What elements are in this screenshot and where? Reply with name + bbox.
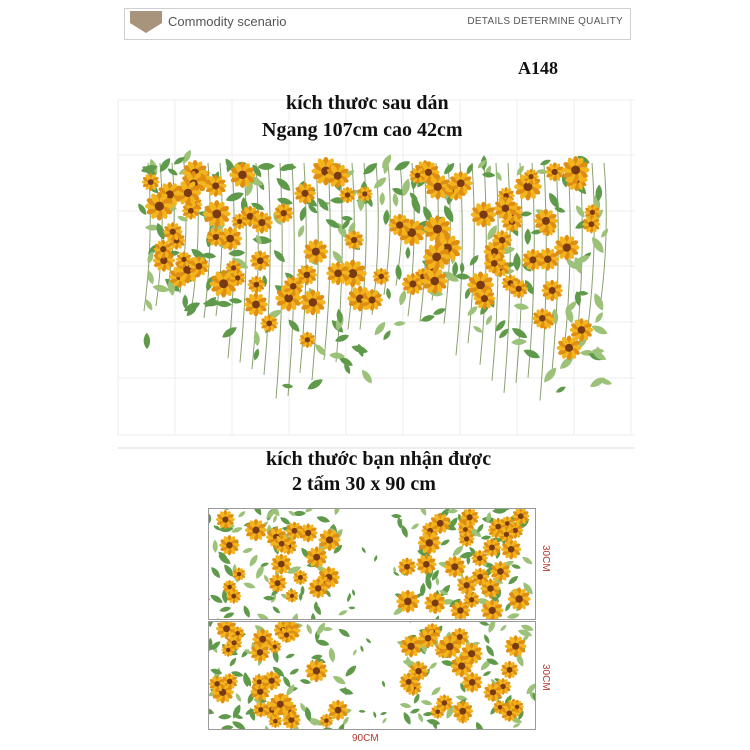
header-left-label: Commodity scenario (168, 14, 287, 29)
header-right-label: DETAILS DETERMINE QUALITY (467, 16, 623, 27)
leaf-shape (591, 292, 606, 312)
leaf-shape (430, 685, 442, 697)
leaf-shape (256, 612, 271, 619)
leaf-shape (405, 247, 410, 259)
leaf-shape (311, 613, 316, 619)
leaf-shape (361, 546, 367, 553)
sunflower-shape (501, 661, 519, 679)
leaf-shape (482, 172, 496, 178)
sunflower-shape (203, 200, 231, 228)
leaf-shape (218, 714, 232, 720)
leaf-shape (209, 596, 211, 604)
sunflower-shape (300, 289, 326, 315)
leaf-shape (372, 175, 389, 191)
leaf-shape (472, 324, 484, 334)
leaf-shape (217, 509, 230, 512)
leaf-shape (383, 209, 390, 225)
sunflower-shape (536, 248, 559, 271)
leaf-shape (474, 720, 486, 729)
leaf-shape (360, 645, 365, 653)
leaf-shape (304, 509, 317, 514)
sunflower-shape (250, 250, 271, 271)
leaf-shape (359, 368, 374, 385)
product-code: A148 (518, 58, 558, 78)
leaf-shape (511, 563, 522, 570)
sheet-width-label: 90CM (352, 733, 379, 744)
leaf-shape (484, 644, 496, 658)
leaf-shape (242, 604, 252, 618)
leaf-shape (209, 706, 215, 716)
leaf-shape (385, 288, 392, 300)
leaf-shape (352, 649, 358, 656)
leaf-shape (392, 192, 399, 207)
leaf-shape (372, 711, 377, 718)
leaf-shape (484, 314, 493, 326)
leaf-shape (334, 333, 350, 344)
leaf-shape (343, 664, 358, 679)
leaf-shape (439, 538, 450, 547)
leaf-shape (466, 304, 480, 317)
sunflower-shape (299, 332, 315, 348)
leaf-shape (481, 535, 492, 540)
sticker-sheet-top (208, 508, 536, 620)
leaf-shape (513, 302, 529, 310)
leaf-shape (306, 377, 325, 392)
leaf-shape (252, 236, 272, 245)
leaf-shape (521, 555, 534, 566)
sunflower-shape (285, 589, 299, 603)
leaf-shape (316, 514, 331, 524)
leaf-shape (288, 667, 299, 676)
leaf-shape (589, 235, 606, 255)
leaf-shape (209, 593, 224, 605)
leaf-shape (219, 606, 232, 613)
leaf-shape (419, 509, 428, 517)
sheet-top-height-label: 30CM (540, 545, 551, 572)
leaf-shape (380, 711, 387, 715)
leaf-shape (209, 622, 213, 627)
sticker-sheet-bottom (208, 621, 536, 730)
leaf-shape (271, 605, 281, 615)
leaf-shape (229, 297, 243, 304)
sunflower-shape (305, 660, 328, 683)
leaf-shape (546, 191, 561, 210)
sunflower-shape (545, 162, 564, 181)
leaf-shape (272, 248, 288, 264)
leaf-shape (348, 606, 355, 609)
leaf-shape (381, 680, 386, 687)
leaf-shape (522, 347, 541, 361)
leaf-shape (541, 365, 559, 384)
leaf-shape (144, 333, 151, 350)
leaf-shape (209, 566, 222, 580)
vine-stem (540, 163, 546, 400)
leaf-shape (555, 385, 567, 394)
leaf-shape (216, 618, 219, 619)
leaf-shape (209, 514, 211, 523)
applied-size-dimensions: Ngang 107cm cao 42cm (262, 119, 463, 141)
leaf-shape (358, 710, 365, 713)
leaf-shape (506, 612, 520, 619)
leaf-shape (417, 712, 425, 723)
leaf-shape (494, 170, 503, 182)
leaf-shape (382, 329, 393, 341)
leaf-shape (282, 383, 294, 389)
sunflower-shape (416, 554, 437, 575)
leaf-shape (403, 622, 413, 624)
sunflower-shape (541, 280, 563, 302)
leaf-shape (513, 252, 521, 271)
applied-size-title: kích thươc sau dán (286, 92, 449, 114)
leaf-shape (351, 589, 355, 596)
leaf-shape (290, 612, 300, 619)
leaf-shape (381, 717, 387, 724)
hanging-sunflower-vines (136, 148, 613, 400)
leaf-shape (415, 727, 427, 729)
leaf-shape (274, 175, 293, 193)
vine-stem (324, 163, 330, 360)
leaf-shape (337, 609, 348, 617)
sunflower-shape (219, 535, 239, 555)
leaf-shape (511, 338, 527, 345)
leaf-shape (212, 540, 218, 553)
leaf-shape (410, 522, 420, 531)
sunflower-shape (344, 230, 364, 250)
sunflower-shape (268, 574, 286, 592)
sheet-top-artwork (209, 509, 535, 619)
leaf-shape (285, 652, 296, 659)
sunflower-shape (398, 558, 416, 576)
leaf-shape (554, 206, 567, 214)
leaf-shape (331, 674, 347, 687)
sunflower-shape (244, 292, 268, 316)
leaf-shape (272, 514, 278, 523)
leaf-shape (420, 699, 433, 707)
leaf-shape (264, 725, 271, 729)
leaf-shape (373, 555, 378, 563)
sunflower-shape (452, 701, 473, 722)
leaf-shape (242, 547, 254, 555)
leaf-shape (393, 321, 406, 327)
leaf-shape (328, 647, 336, 663)
leaf-shape (391, 514, 402, 519)
sheet-bottom-artwork (209, 622, 535, 729)
leaf-shape (221, 725, 234, 729)
leaf-shape (524, 228, 531, 245)
leaf-shape (499, 624, 507, 633)
leaf-shape (483, 633, 491, 644)
leaf-shape (482, 670, 492, 677)
leaf-shape (237, 510, 247, 519)
leaf-shape (296, 224, 306, 238)
leaf-shape (305, 623, 313, 635)
leaf-shape (599, 227, 609, 239)
leaf-shape (393, 159, 412, 173)
leaf-shape (234, 692, 242, 703)
leaf-shape (228, 657, 238, 668)
received-size-title: kích thước bạn nhận được (266, 448, 492, 470)
leaf-shape (480, 622, 490, 627)
sunflower-shape (303, 239, 328, 264)
leaf-shape (251, 509, 263, 517)
sunflower-shape (245, 519, 267, 541)
received-size-dimensions: 2 tấm 30 x 90 cm (292, 473, 436, 495)
leaf-shape (337, 627, 351, 639)
leaf-shape (365, 637, 372, 644)
leaf-shape (136, 202, 148, 216)
leaf-shape (243, 581, 257, 590)
leaf-shape (223, 611, 236, 619)
leaf-shape (379, 192, 385, 206)
leaf-shape (434, 615, 440, 619)
leaf-shape (393, 571, 400, 577)
leaf-shape (299, 678, 311, 685)
leaf-shape (333, 509, 341, 516)
sheet-bottom-height-label: 30CM (540, 664, 551, 691)
leaf-shape (399, 702, 412, 709)
sunflower-shape (142, 173, 160, 191)
vine-stem (588, 163, 594, 327)
leaf-shape (257, 163, 275, 171)
leaf-shape (248, 553, 260, 568)
